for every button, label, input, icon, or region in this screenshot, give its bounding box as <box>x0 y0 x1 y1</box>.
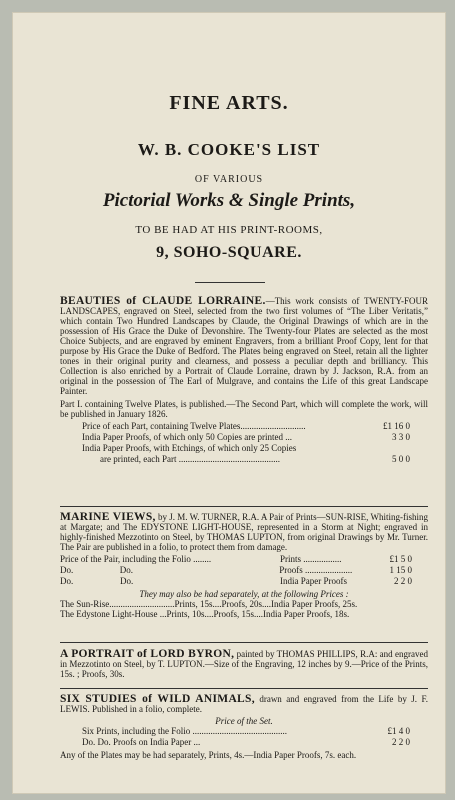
section-note: Any of the Plates may be had separately, Prints, 4s.—India Paper Proofs, 7s. each. <box>60 750 357 760</box>
list-title: W. B. COOKE'S LIST <box>137 140 321 159</box>
price-row: Do. Do. India Paper Proofs 2 2 0 <box>60 576 412 586</box>
price-row: Six Prints, including the Folio .......................................... £1 4 0 <box>82 726 410 736</box>
price-row: are printed, each Part ............................................. 5 0 0 <box>100 454 410 464</box>
section-body: —This work consists of TWENTY-FOUR LANDSCAPES, engraved on Steel, selected from the two first volumes of “The Liber Veritatis,” which contain Two Hundred Landscapes by Claude, the Original Drawings of which are in the possession of His Grace the Duke of Devonshire. The Twenty-four Plates are selected as the most Choice Subjects, and are engraved by eminent Engravers, from a brilliant Proof Copy, lent for that purpose by His Grace the Duke of Bedford. The Plates being engraved on Steel, retain all the lighter tones in their original purity and clearness, and possess a peculiar depth and brilliancy. This Collection is also enriched by a Portrait of Claude Lorraine, drawn by J. Jackson, R.A. from an original in the possession of The Earl of Mulgrave, and contains the Life of this great Landscape Painter. <box>60 296 429 396</box>
section-body: drawn and engraved from the Life by J. F. LEWIS. Published in a folio, complete. <box>60 694 428 714</box>
price-row: Price of each Part, containing Twelve Plates............................. £1 16 0 <box>82 421 410 431</box>
section-claude-lorraine <box>60 296 428 465</box>
subheading-of-various: OF VARIOUS <box>194 174 264 185</box>
section-wild-animals <box>60 694 428 760</box>
divider <box>60 688 428 689</box>
section-note: Part I. containing Twelve Plates, is published.—The Second Part, which will complete the work, will be published in January 1826. <box>60 399 428 419</box>
price-row: Price of the Pair, including the Folio ........ Prints ................. £1 5 0 <box>60 554 412 564</box>
section-heading: MARINE VIEWS, <box>60 511 156 523</box>
section-heading: A PORTRAIT of LORD BYRON, <box>60 648 235 660</box>
separate-line: The Sun-Rise.............................Prints, 15s....Proofs, 20s....India Paper Proofs, 25s. <box>60 599 358 609</box>
divider <box>60 506 428 507</box>
section-heading: SIX STUDIES of WILD ANIMALS, <box>60 693 255 705</box>
heading-fine-arts: FINE ARTS. <box>169 92 289 114</box>
divider <box>60 642 428 643</box>
section-marine-views <box>60 512 428 619</box>
price-row: Do. Do. Proofs ..................... 1 15 0 <box>60 565 412 575</box>
section-lord-byron <box>60 649 428 679</box>
price-of-set-label: Price of the Set. <box>215 716 273 726</box>
price-row: India Paper Proofs, with Etchings, of which only 25 Copies <box>82 443 297 453</box>
address: 9, SOHO-SQUARE. <box>156 244 302 261</box>
price-row: Do. Do. Proofs on India Paper ... 2 2 0 <box>82 737 410 747</box>
blackletter-title: Pictorial Works & Single Prints, <box>102 190 356 211</box>
separate-note: They may also be had separately, at the following Prices : <box>139 589 349 599</box>
document-page <box>12 12 446 794</box>
divider-short <box>195 282 265 283</box>
section-body: painted by THOMAS PHILLIPS, R.A: and engraved in Mezzotinto on Steel, by T. LUPTON.—Size of the Engraving, 12 inches by 9.—Price of the Prints, 15s. ; Proofs, 30s. <box>60 649 428 679</box>
price-row: India Paper Proofs, of which only 50 Copies are printed ... 3 3 0 <box>82 432 410 442</box>
separate-line: The Edystone Light-House ...Prints, 10s....Proofs, 15s....India Paper Proofs, 18s. <box>60 609 350 619</box>
section-body: by J. M. W. TURNER, R.A. A Pair of Prints—SUN-RISE, Whiting-fishing at Margate; and The EDYSTONE LIGHT-HOUSE, represented in a Storm at Night; engraved in highly-finished Mezzotinto on Steel, by THOMAS LUPTON, from original Drawings by Mr. Turner. The Pair are published in a folio, to protect them from damage. <box>60 512 428 552</box>
subheading-to-be-had: TO BE HAD AT HIS PRINT-ROOMS, <box>135 224 323 236</box>
section-heading: BEAUTIES of CLAUDE LORRAINE. <box>60 295 266 307</box>
